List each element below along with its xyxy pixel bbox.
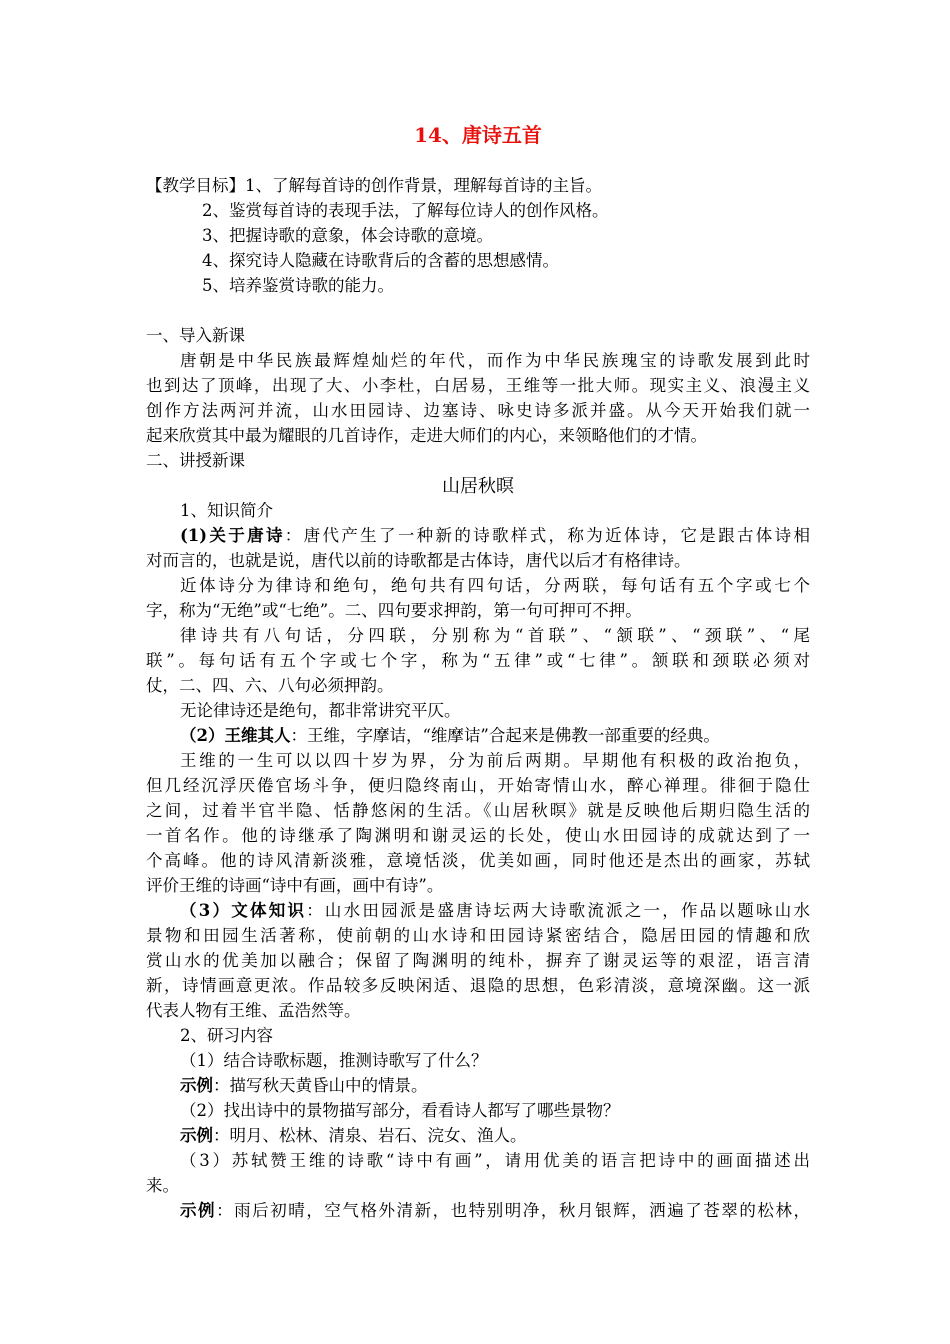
forms-line-2: 字，称为“无绝”或“七绝”。二、四句要求押韵，第一句可押可不押。: [146, 601, 642, 620]
wangwei-life-line-6: 评价王维的诗画“诗中有画，画中有诗”。: [146, 876, 444, 895]
intro-line-2: 也到达了顶峰，出现了大、小李杜，白居易，王维等一批大师。现实主义、浪漫主义: [146, 376, 810, 395]
example-label: 示例: [180, 1076, 213, 1095]
forms-line-1: 近体诗分为律诗和绝句，绝句共有四句话，分两联，每句话有五个字或七个: [180, 576, 810, 595]
question-1: （1）结合诗歌标题，推测诗歌写了什么？: [180, 1051, 488, 1070]
genre-line-2: 景物和田园生活著称，使前朝的山水诗和田园诗紧密结合，隐居田园的情趣和欣: [146, 926, 810, 945]
question-2: （2）找出诗中的景物描写部分，看看诗人都写了哪些景物？: [180, 1101, 620, 1120]
answer-2: 示例：明月、松林、清泉、岩石、浣女、渔人。: [180, 1126, 527, 1145]
tang-poetry-label: (1)关于唐诗: [180, 526, 285, 545]
answer-3: 示例：雨后初晴，空气格外清新，也特别明净，秋月银辉，洒遍了苍翠的松林，: [180, 1201, 811, 1220]
subheading-study: 2、研习内容: [180, 1026, 273, 1045]
wangwei-life-line-2: 但几经沉浮厌倦官场斗争，便归隐终南山，开始寄情山水，醉心禅理。徘徊于隐仕: [146, 776, 810, 795]
objectives-label: 【教学目标】: [146, 176, 245, 195]
genre-line-4: 新，诗情画意更浓。作品较多反映闲适、退隐的思想，色彩清淡，意境深幽。这一派: [146, 976, 810, 995]
wangwei-life-line-1: 王维的一生可以以四十岁为界，分为前后两期。早期他有积极的政治抱负，: [180, 751, 810, 770]
example-label: 示例: [180, 1201, 217, 1220]
pingze-line: 无论律诗还是绝句，都非常讲究平仄。: [180, 701, 461, 720]
objective-2: 2、鉴赏每首诗的表现手法，了解每位诗人的创作风格。: [202, 201, 609, 220]
wangwei-life-line-3: 之间，过着半官半隐、恬静悠闲的生活。《山居秋暝》就是反映他后期归隐生活的: [146, 801, 810, 820]
genre-line-3: 赏山水的优美加以融合；保留了陶渊明的纯朴，摒弃了谢灵运等的艰涩，语言清: [146, 951, 810, 970]
wangwei-life-line-4: 一首名作。他的诗继承了陶渊明和谢灵运的长处，使山水田园诗的成就达到了一: [146, 826, 810, 845]
wangwei-line: （2）王维其人：王维，字摩诘，“维摩诘”合起来是佛教一部重要的经典。: [180, 726, 720, 745]
page-title: 14、唐诗五首: [414, 123, 542, 147]
wangwei-label: （2）王维其人: [180, 726, 291, 745]
genre-line-1: （3）文体知识：山水田园派是盛唐诗坛两大诗歌流派之一，作品以题咏山水: [180, 901, 811, 920]
genre-line-5: 代表人物有王维、孟浩然等。: [146, 1001, 361, 1020]
example-label: 示例: [180, 1126, 213, 1145]
lushi-line-2: 联”。每句话有五个字或七个字，称为“五律”或“七律”。颔联和颈联必须对: [146, 651, 810, 670]
lushi-line-3: 仗，二、四、六、八句必须押韵。: [146, 676, 394, 695]
question-3-line-2: 来。: [146, 1176, 179, 1195]
question-3-line-1: （3）苏轼赞王维的诗歌“诗中有画”，请用优美的语言把诗中的画面描述出: [180, 1151, 810, 1170]
section-heading-lecture: 二、讲授新课: [146, 451, 245, 470]
poem-title: 山居秋暝: [442, 476, 514, 497]
lushi-line-1: 律诗共有八句话，分四联，分别称为“首联”、“颔联”、“颈联”、“尾: [180, 626, 810, 645]
intro-line-1: 唐朝是中华民族最辉煌灿烂的年代，而作为中华民族瑰宝的诗歌发展到此时: [180, 351, 810, 370]
objective-4: 4、探究诗人隐藏在诗歌背后的含蓄的思想感情。: [202, 251, 559, 270]
objective-3: 3、把握诗歌的意象，体会诗歌的意境。: [202, 226, 493, 245]
genre-label: （3）文体知识: [180, 901, 307, 920]
intro-line-4: 起来欣赏其中最为耀眼的几首诗作，走进大师们的内心，来领略他们的才情。: [146, 426, 707, 445]
answer-1: 示例：描写秋天黄昏山中的情景。: [180, 1076, 428, 1095]
section-heading-intro: 一、导入新课: [146, 326, 245, 345]
subheading-knowledge: 1、知识简介: [180, 501, 273, 520]
objective-5: 5、培养鉴赏诗歌的能力。: [202, 276, 394, 295]
wangwei-life-line-5: 个高峰。他的诗风清新淡雅，意境恬淡，优美如画，同时他还是杰出的画家，苏轼: [146, 851, 810, 870]
tang-poetry-line-2: 对而言的，也就是说，唐代以前的诗歌都是古体诗，唐代以后才有格律诗。: [146, 551, 691, 570]
objective-1: 【教学目标】1、了解每首诗的创作背景，理解每首诗的主旨。: [146, 176, 602, 195]
intro-line-3: 创作方法两河并流，山水田园诗、边塞诗、咏史诗多派并盛。从今天开始我们就一: [146, 401, 810, 420]
tang-poetry-line-1: (1)关于唐诗：唐代产生了一种新的诗歌样式，称为近体诗，它是跟古体诗相: [180, 526, 810, 545]
